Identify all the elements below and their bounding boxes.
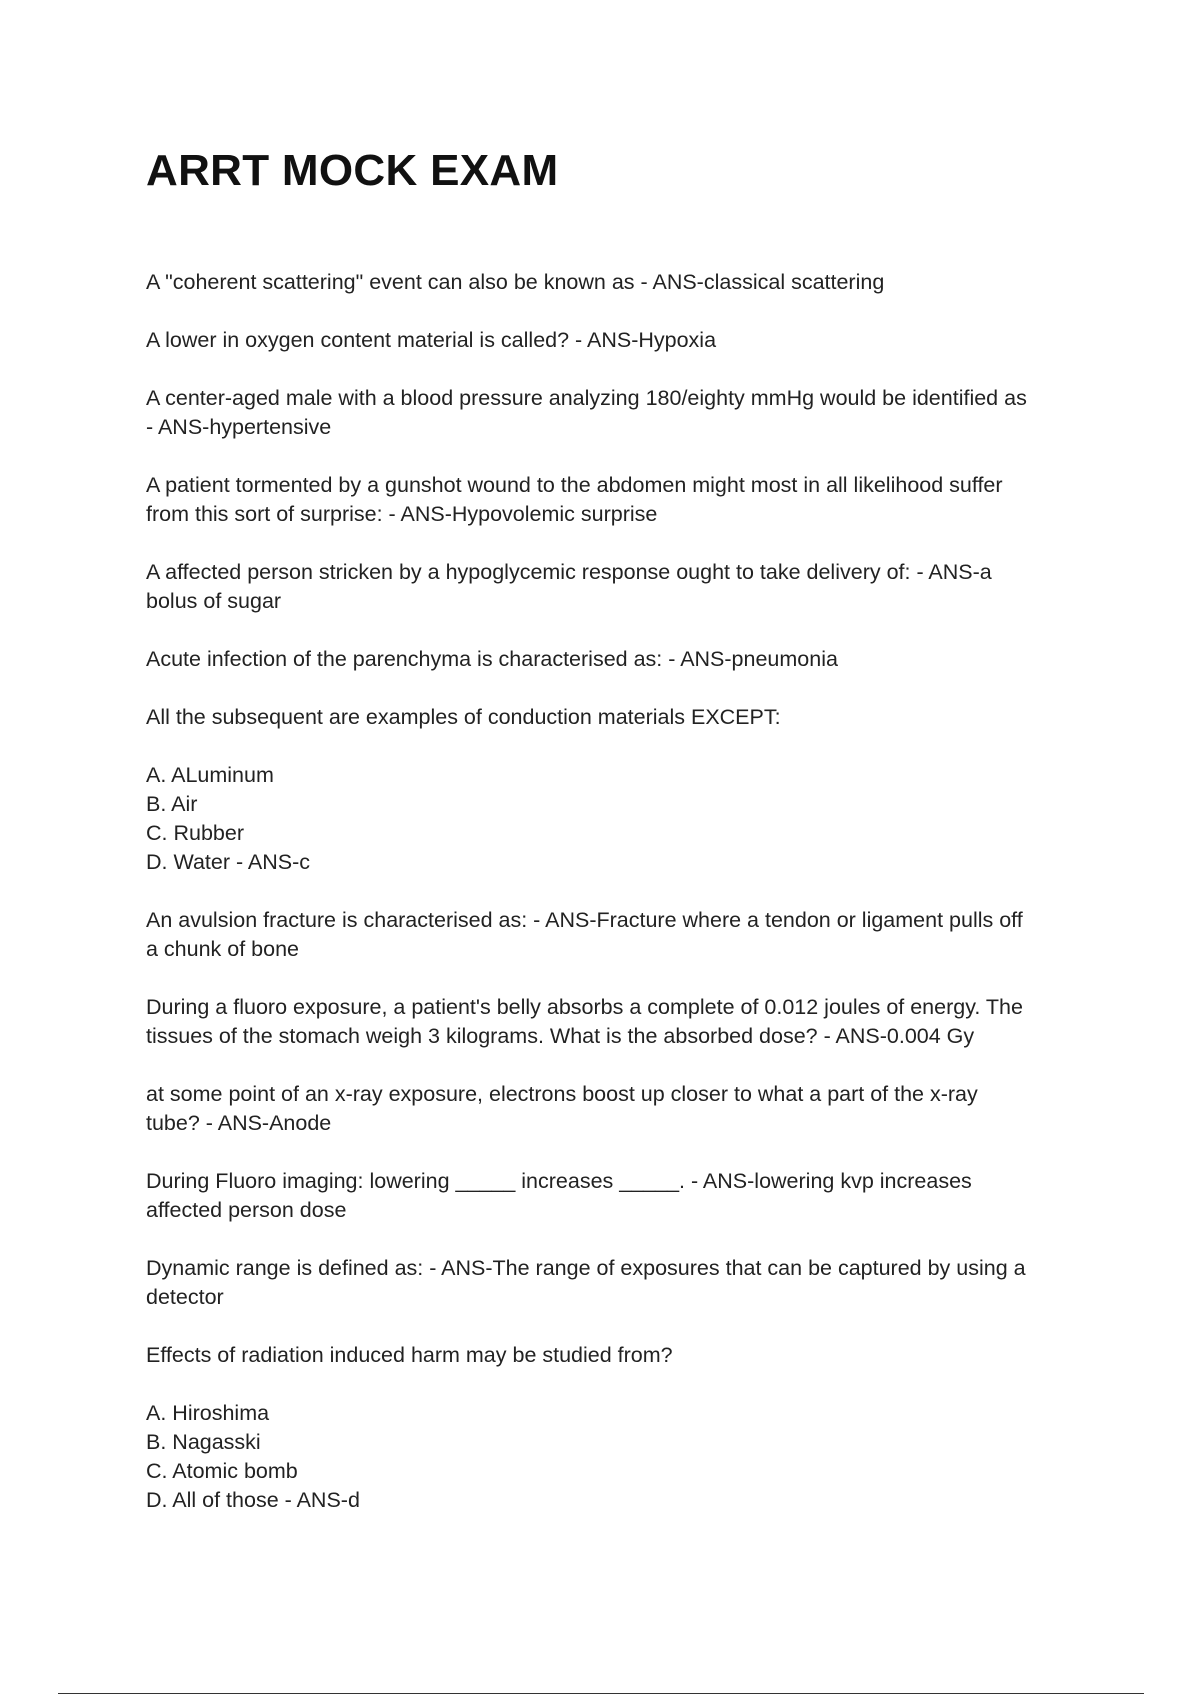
question-paragraph: A "coherent scattering" event can also be known as - ANS-classical scattering [146, 270, 885, 294]
document-body [146, 268, 1066, 1544]
answer-option: B. Air [146, 792, 198, 816]
question-paragraph: A center-aged male with a blood pressure analyzing 180/eighty mmHg would be identified as - ANS-hypertensive [146, 386, 1027, 439]
page-title: ARRT MOCK EXAM [146, 146, 559, 195]
question-paragraph: Dynamic range is defined as: - ANS-The range of exposures that can be captured by using a detector [146, 1256, 1026, 1309]
question-paragraph: All the subsequent are examples of conduction materials EXCEPT: [146, 705, 781, 729]
answer-options-list [146, 761, 1066, 877]
answer-option: D. All of those - ANS-d [146, 1488, 360, 1512]
question-paragraph: at some point of an x-ray exposure, electrons boost up closer to what a part of the x-ray tube? - ANS-Anode [146, 1082, 978, 1135]
answer-option: A. Hiroshima [146, 1401, 270, 1425]
answer-option: D. Water - ANS-c [146, 850, 311, 874]
answer-option: C. Rubber [146, 821, 244, 845]
question-paragraph: A lower in oxygen content material is called? - ANS-Hypoxia [146, 328, 717, 352]
footer-divider [58, 1693, 1144, 1694]
answer-option: A. ALuminum [146, 763, 274, 787]
question-paragraph: An avulsion fracture is characterised as: - ANS-Fracture where a tendon or ligament pulls off a chunk of bone [146, 908, 1023, 961]
question-paragraph: Acute infection of the parenchyma is characterised as: - ANS-pneumonia [146, 647, 838, 671]
question-paragraph: During Fluoro imaging: lowering _____ increases _____. - ANS-lowering kvp increases affected person dose [146, 1169, 972, 1222]
answer-option: B. Nagasski [146, 1430, 261, 1454]
answer-options-list [146, 1399, 1066, 1515]
answer-option: C. Atomic bomb [146, 1459, 298, 1483]
question-paragraph: Effects of radiation induced harm may be studied from? [146, 1343, 673, 1367]
question-paragraph: A affected person stricken by a hypoglycemic response ought to take delivery of: - ANS-a bolus of sugar [146, 560, 992, 613]
question-paragraph: During a fluoro exposure, a patient's belly absorbs a complete of 0.012 joules of energy. The tissues of the stomach weigh 3 kilograms. What is the absorbed dose? - ANS-0.004 Gy [146, 995, 1023, 1048]
question-paragraph: A patient tormented by a gunshot wound to the abdomen might most in all likelihood suffer from this sort of surprise: - ANS-Hypovolemic surprise [146, 473, 1003, 526]
